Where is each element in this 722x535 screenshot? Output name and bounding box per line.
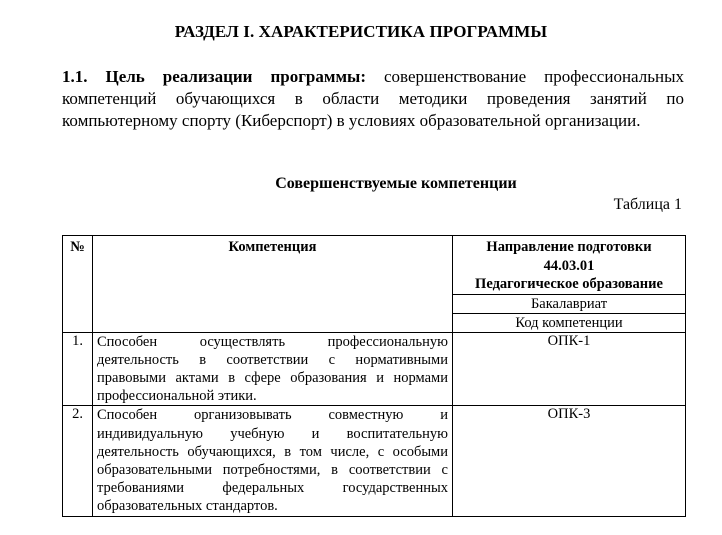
row-competency-text: Способен осуществлять профессиональную деятельность в соответствии с нормативными правовыми актами в сфере образования и нормами профессиональной этики. bbox=[93, 332, 453, 406]
header-level: Бакалавриат bbox=[453, 294, 686, 313]
section-title: РАЗДЕЛ I. ХАРАКТЕРИСТИКА ПРОГРАММЫ bbox=[174, 22, 548, 41]
table-row bbox=[63, 332, 686, 406]
goal-lead: 1.1. Цель реализации программы: bbox=[62, 67, 366, 86]
competencies-table bbox=[62, 235, 686, 517]
table-row bbox=[63, 406, 686, 516]
header-number: № bbox=[63, 236, 93, 333]
header-direction-line1: Направление подготовки bbox=[486, 239, 652, 255]
header-direction-line3: Педагогическое образование bbox=[475, 276, 663, 292]
competencies-title: Совершенствуемые компетенции bbox=[275, 175, 517, 192]
row-competency-text: Способен организовывать совместную и индивидуальную учебную и воспитательную деятельность обучающихся, в том числе, с особыми образовательными потребностями, в соответствии с требованиями федеральных государственных образовательных стандартов. bbox=[93, 406, 453, 516]
table-header-row bbox=[63, 236, 686, 295]
program-goal bbox=[62, 66, 684, 132]
header-direction bbox=[453, 236, 686, 295]
table-label: Таблица 1 bbox=[613, 196, 682, 213]
header-code: Код компетенции bbox=[453, 313, 686, 332]
row-competency-code: ОПК-1 bbox=[453, 332, 686, 406]
goal-text: совершенствование профессиональных компетенций обучающихся в области методики проведения занятий по компьютерному спорту (Киберспорт) в условиях образовательной организации. bbox=[62, 67, 685, 130]
row-competency-code: ОПК-3 bbox=[453, 406, 686, 516]
header-competency: Компетенция bbox=[93, 236, 453, 333]
header-direction-line2: 44.03.01 bbox=[543, 257, 595, 274]
row-number: 2. bbox=[63, 406, 93, 516]
row-number: 1. bbox=[63, 332, 93, 406]
